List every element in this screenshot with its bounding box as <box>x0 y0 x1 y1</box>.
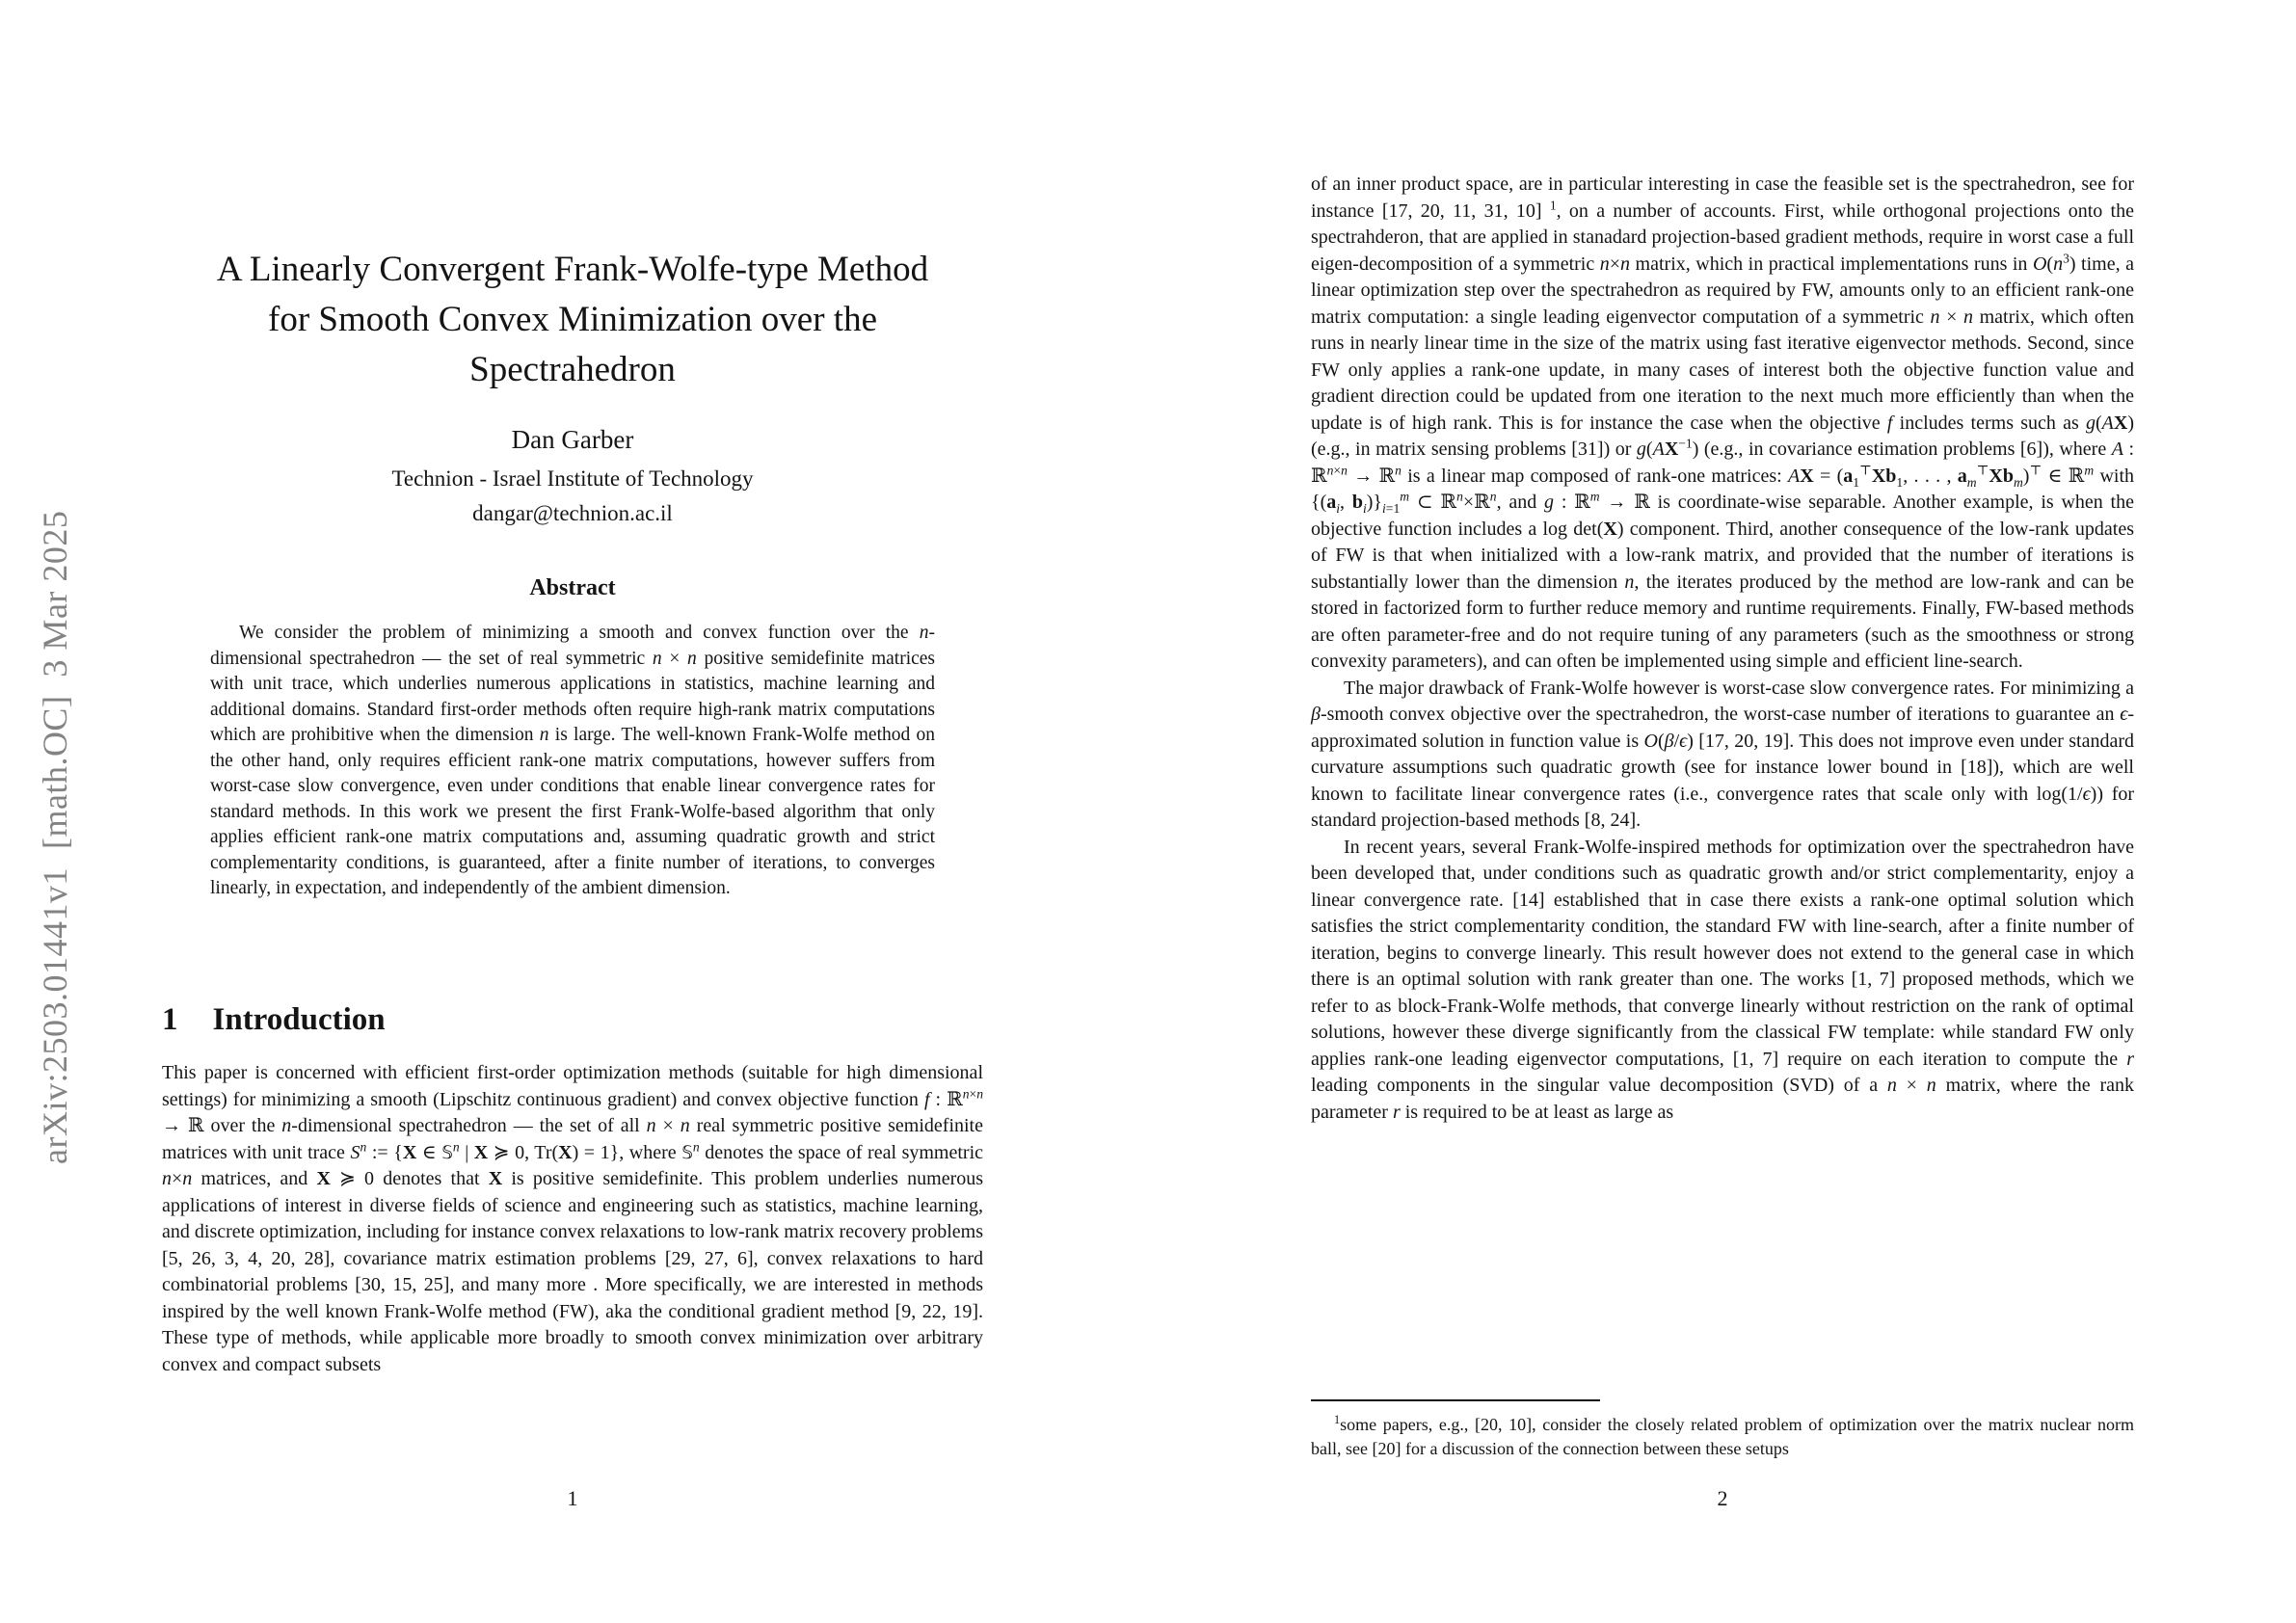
page-number-2: 2 <box>1717 1486 1728 1510</box>
section-heading-introduction <box>162 1002 386 1038</box>
paper-title <box>162 245 983 395</box>
paper-title-line: Spectrahedron <box>469 350 676 389</box>
arxiv-watermark: arXiv:2503.01441v1 [math.OC] 3 Mar 2025 <box>36 510 74 1164</box>
author-email: dangar@technion.ac.il <box>472 501 673 525</box>
footnote-rule <box>1311 1399 1600 1401</box>
page2-paragraph-continuation: of an inner product space, are in particular interesting in case the feasible set is the spectrahedron, see for instance [17, 20, 11, 31, 10] $^1$, on a number of accounts. First, while orthogonal projections onto the spectrahderon, that are applied in stanadard projection-based gradient methods, require in worst case a full eigen-decomposition of a symmetric n×n matrix, which in practical implementations runs in $O(n^3)$ time, a linear optimization step over the spectrahedron as required by FW, amounts only to an efficient rank-one matrix computation: a single leading eigenvector computation of a symmetric n × n matrix, which often runs in nearly linear time in the size of the matrix using fast iterative eigenvector methods. Second, since FW only applies a rank-one update, in many cases of interest both the objective function value and gradient direction could be updated from one iteration to the next much more efficiently than when the update is of high rank. This is for instance the case when the objective f includes terms such as g(AX) (e.g., in matrix sensing problems [31]) or $g(AX^{-1})$ (e.g., in covariance estimation problems [6]), where A : ℝ$^{n\times n}$ → ℝ$^n$ is a linear map composed of rank-one matrices: AX = ($a_1^⊤Xb_1$, . . . , $a_m^⊤Xb_m)^⊤$ ∈ ℝ$^m$ with {($a_i$, $b_i)\}_{i=1}^m$ ⊂ ℝ$^n$×ℝ$^n$, and g : ℝ$^m$ → ℝ is coordinate-wise separable. Another example, is when the objective function includes a log det(X) component. Third, another consequence of the low-rank updates of FW is that when initialized with a low-rank matrix, and provided that the number of iterations is substantially lower than the dimension n, the iterates produced by the method are low-rank and can be stored in factorized form to further reduce memory and runtime requirements. Finally, FW-based methods are often parameter-free and do not require tuning of any parameters (such as the smoothness or strong convexity parameters), and can often be implemented using simple and efficient line-search. <box>1311 173 2135 672</box>
page-1 <box>162 0 983 1623</box>
introduction-paragraph: This paper is concerned with efficient first-order optimization methods (suitable for high dimensional settings) for minimizing a smooth (Lipschitz continuous gradient) and convex objective function f : ℝ$^{n\times n}$ → ℝ over the n-dimensional spectrahedron — the set of all n × n real symmetric positive semidefinite matrices with unit trace $S^n$ := {X ∈ 𝕊$^n$ | X ≽ 0, Tr(X) = 1}, where 𝕊$^n$ denotes the space of real symmetric n×n matrices, and X ≽ 0 denotes that X is positive semidefinite. This problem underlies numerous applications of interest in diverse fields of science and engineering such as statistics, machine learning, and discrete optimization, including for instance convex relaxations to low-rank matrix recovery problems [5, 26, 3, 4, 20, 28], covariance matrix estimation problems [29, 27, 6], convex relaxations to hard combinatorial problems [30, 15, 25], and many more . More specifically, we are interested in methods inspired by the well known Frank-Wolfe method (FW), aka the conditional gradient method [9, 22, 19]. These type of methods, while applicable more broadly to smooth convex minimization over arbitrary convex and compact subsets <box>162 1062 984 1375</box>
footnote-text: $^1$some papers, e.g., [20, 10], consider the closely related problem of optimization over the matrix nuclear norm ball, see [20] for a discussion of the connection between these setups <box>1311 1413 2134 1458</box>
page2-paragraph-drawback: The major drawback of Frank-Wolfe however is worst-case slow convergence rates. For minimizing a β-smooth convex objective over the spectrahedron, the worst-case number of iterations to guarantee an ϵ-approximated solution in function value is O(β/ϵ) [17, 20, 19]. This does not improve even under standard curvature assumptions such quadratic growth (see for instance lower bound in [18]), which are well known to facilitate linear convergence rates (i.e., convergence rates that scale only with log(1/ϵ)) for standard projection-based methods [8, 24]. <box>1311 677 2135 831</box>
page-number-1: 1 <box>567 1486 578 1510</box>
abstract-text: We consider the problem of minimizing a smooth and convex function over the n-dimensional spectrahedron — the set of real symmetric n × n positive semidefinite matrices with unit trace, which underlies numerous applications in statistics, machine learning and additional domains. Standard first-order methods often require high-rank matrix computations which are prohibitive when the dimension n is large. The well-known Frank-Wolfe method on the other hand, only requires efficient rank-one matrix computations, however suffers from worst-case slow convergence, even under conditions that enable linear convergence rates for standard methods. In this work we present the first Frank-Wolfe-based algorithm that only applies efficient rank-one matrix computations and, assuming quadratic growth and strict complementarity conditions, is guaranteed, after a finite number of iterations, to converges linearly, in expectation, and independently of the ambient dimension. <box>210 623 936 898</box>
paper-title-line: for Smooth Convex Minimization over the <box>268 300 877 339</box>
author-name: Dan Garber <box>511 425 634 454</box>
section-title: Introduction <box>212 1002 386 1037</box>
abstract-heading: Abstract <box>529 575 616 600</box>
page-2 <box>1311 0 2134 1623</box>
page2-paragraph-recent-years: In recent years, several Frank-Wolfe-inspired methods for optimization over the spectrahedron have been developed that, under conditions such as quadratic growth and/or strict complementarity, enjoy a linear convergence rate. [14] established that in case there exists a rank-one optimal solution which satisfies the strict complementarity condition, the standard FW with line-search, after a finite number of iteration, begins to converge linearly. This result however does not extend to the general case in which there is an optimal solution with rank greater than one. The works [1, 7] proposed methods, which we refer to as block-Frank-Wolfe methods, that converge linearly without restriction on the rank of optimal solutions, however these diverge significantly from the classical FW template: while standard FW only applies rank-one leading eigenvector computations, [1, 7] require on each iteration to compute the r leading components in the singular value decomposition (SVD) of a n × n matrix, where the rank parameter r is required to be at least as large as <box>1311 836 2134 1123</box>
section-number: 1 <box>162 1002 178 1037</box>
paper-title-line: A Linearly Convergent Frank-Wolfe-type Method <box>216 250 929 289</box>
author-affiliation: Technion - Israel Institute of Technology <box>391 466 754 491</box>
